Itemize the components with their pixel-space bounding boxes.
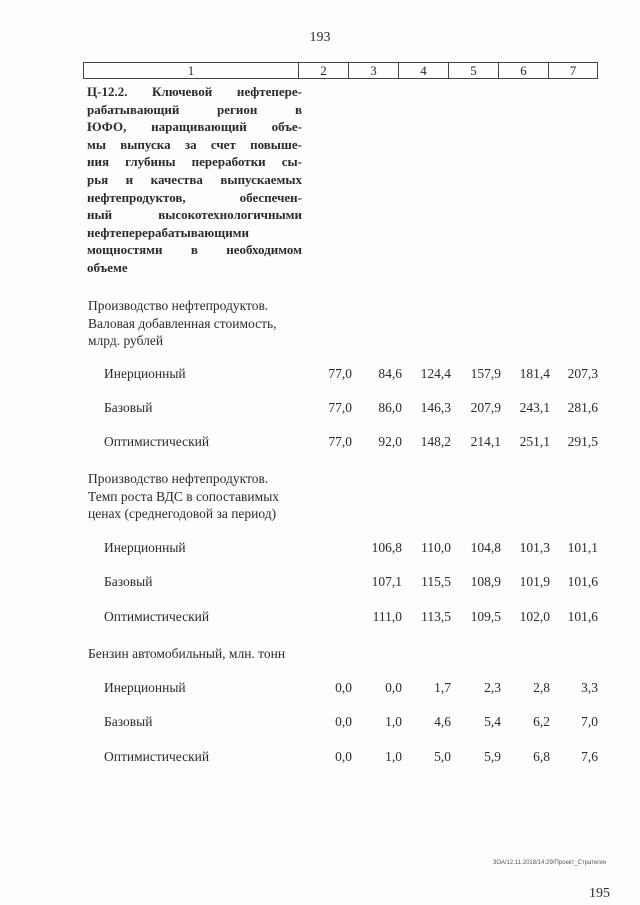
scenario-label: Оптимистический <box>104 434 210 449</box>
indicator-title-line: ценах (среднегодовой за период) <box>88 506 277 521</box>
goal-line: объеме <box>87 259 128 275</box>
value-cell: 0,0 <box>335 680 352 695</box>
value-cell: 1,0 <box>385 749 402 764</box>
value-cell: 207,9 <box>470 400 501 415</box>
value-cell: 106,8 <box>371 540 402 555</box>
goal-title <box>87 83 302 277</box>
value-cell: 7,0 <box>581 714 598 729</box>
value-cell: 2,8 <box>533 680 550 695</box>
goal-line: мощностями в необходимом <box>87 242 302 258</box>
indicator-title-line: млрд. рублей <box>88 333 164 348</box>
value-cell: 101,9 <box>519 574 550 589</box>
header-col-2: 2 <box>298 63 348 78</box>
footer-stamp: ЗОА/12.11.2018/14:29/Проект_Стратегия <box>492 860 606 866</box>
value-cell: 5,4 <box>484 714 501 729</box>
value-cell: 101,1 <box>567 540 598 555</box>
header-col-3: 3 <box>348 63 398 78</box>
goal-line: мы выпуска за счет повыше- <box>87 136 302 152</box>
value-cell: 101,6 <box>567 609 598 624</box>
value-cell: 109,5 <box>470 609 501 624</box>
table-header-row <box>83 62 598 79</box>
value-cell: 148,2 <box>420 434 451 449</box>
header-col-7: 7 <box>548 63 597 78</box>
goal-line: ния глубины переработки сы- <box>87 154 302 170</box>
value-cell: 124,4 <box>420 366 451 381</box>
value-cell: 108,9 <box>470 574 501 589</box>
value-cell: 111,0 <box>372 609 402 624</box>
indicator-title-line: Производство нефтепродуктов. <box>88 471 269 486</box>
value-cell: 115,5 <box>421 574 451 589</box>
value-cell: 2,3 <box>484 680 501 695</box>
value-cell: 1,7 <box>434 680 451 695</box>
value-cell: 113,5 <box>421 609 451 624</box>
scenario-label: Оптимистический <box>104 749 210 764</box>
value-cell: 243,1 <box>519 400 550 415</box>
page-number: 193 <box>309 30 331 45</box>
header-col-1: 1 <box>187 63 195 78</box>
value-cell: 5,0 <box>434 749 451 764</box>
scenario-label: Базовый <box>104 400 153 415</box>
value-cell: 102,0 <box>519 609 550 624</box>
header-col-5: 5 <box>448 63 498 78</box>
value-cell: 101,3 <box>519 540 550 555</box>
indicator-title-line: Производство нефтепродуктов. <box>88 298 269 313</box>
indicator-title-line: Темп роста ВДС в сопоставимых <box>88 488 280 504</box>
scenario-label: Инерционный <box>104 680 186 695</box>
value-cell: 214,1 <box>470 434 501 449</box>
indicator-title <box>88 470 303 523</box>
scenario-label: Оптимистический <box>104 609 210 624</box>
value-cell: 181,4 <box>519 366 550 381</box>
scenario-label: Инерционный <box>104 366 186 381</box>
scenario-label: Инерционный <box>104 540 186 555</box>
value-cell: 77,0 <box>328 366 352 381</box>
value-cell: 107,1 <box>371 574 402 589</box>
value-cell: 1,0 <box>385 714 402 729</box>
scenario-label: Базовый <box>104 574 153 589</box>
value-cell: 101,6 <box>567 574 598 589</box>
value-cell: 104,8 <box>470 540 501 555</box>
value-cell: 6,8 <box>533 749 550 764</box>
indicator-title <box>88 645 303 663</box>
value-cell: 3,3 <box>581 680 598 695</box>
scenario-label: Базовый <box>104 714 153 729</box>
corner-page-number: 195 <box>589 886 610 901</box>
value-cell: 251,1 <box>519 434 550 449</box>
value-cell: 5,9 <box>484 749 501 764</box>
value-cell: 281,6 <box>567 400 598 415</box>
value-cell: 0,0 <box>385 680 402 695</box>
header-col-6: 6 <box>498 63 548 78</box>
goal-line: рья и качества выпускаемых <box>87 171 302 187</box>
value-cell: 7,6 <box>581 749 598 764</box>
value-cell: 110,0 <box>421 540 451 555</box>
goal-line: нефтепродуктов, обеспечен- <box>87 189 302 205</box>
indicator-title-line: Валовая добавленная стоимость, <box>88 315 277 331</box>
goal-line: нефтеперерабатывающими <box>87 224 250 240</box>
goal-line: рабатывающий регион в <box>87 101 302 117</box>
goal-line: ный высокотехнологичными <box>87 207 302 223</box>
header-col-4: 4 <box>398 63 448 78</box>
value-cell: 84,6 <box>378 366 402 381</box>
value-cell: 6,2 <box>533 714 550 729</box>
value-cell: 0,0 <box>335 714 352 729</box>
goal-line: ЮФО, наращивающий объе- <box>87 119 302 135</box>
value-cell: 291,5 <box>567 434 598 449</box>
value-cell: 146,3 <box>420 400 451 415</box>
value-cell: 86,0 <box>378 400 402 415</box>
value-cell: 4,6 <box>434 714 451 729</box>
goal-line: Ц-12.2. Ключевой нефтепере- <box>87 84 302 99</box>
value-cell: 92,0 <box>378 434 402 449</box>
value-cell: 77,0 <box>328 434 352 449</box>
value-cell: 207,3 <box>567 366 598 381</box>
indicator-title <box>88 297 303 350</box>
indicator-title-line: Бензин автомобильный, млн. тонн <box>88 646 286 661</box>
value-cell: 0,0 <box>335 749 352 764</box>
value-cell: 77,0 <box>328 400 352 415</box>
value-cell: 157,9 <box>470 366 501 381</box>
